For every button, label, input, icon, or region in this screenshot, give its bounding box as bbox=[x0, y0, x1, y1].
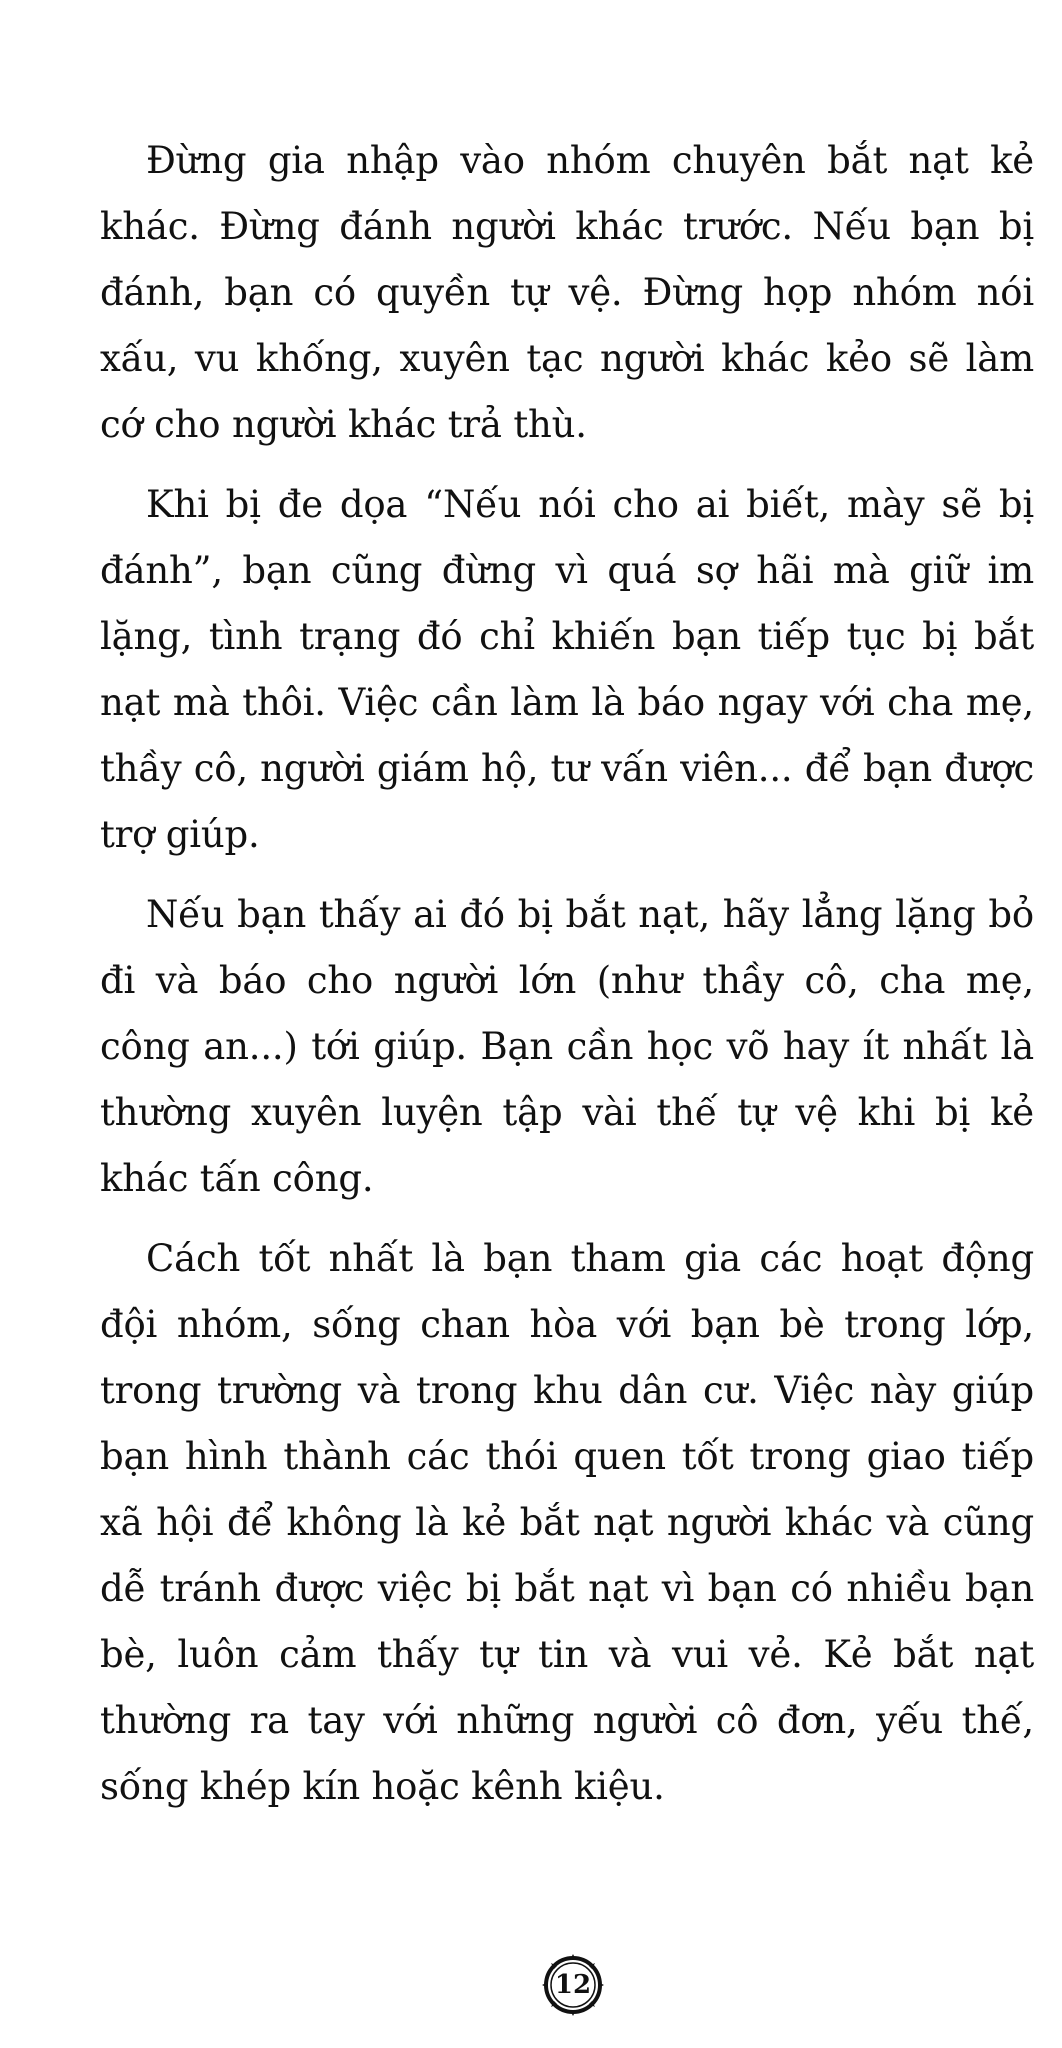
paragraph-4: Cách tốt nhất là bạn tham gia các hoạt động đội nhóm, sống chan hòa với bạn bè trong lớp, trong trường và trong khu dân cư. Việc này giúp bạn hình thành các thói quen tốt trong giao tiếp xã hội để không là kẻ bắt nạt người khác và cũng dễ tránh được việc bị bắt nạt vì bạn có nhiều bạn bè, luôn cảm thấy tự tin và vui vẻ. Kẻ bắt nạt thường ra tay với những người cô đơn, yếu thế, sống khép kín hoặc kênh kiệu. bbox=[100, 1237, 1034, 1808]
paragraph-2: Khi bị đe dọa “Nếu nói cho ai biết, mày sẽ bị đánh”, bạn cũng đừng vì quá sợ hãi mà giữ im lặng, tình trạng đó chỉ khiến bạn tiếp tục bị bắt nạt mà thôi. Việc cần làm là báo ngay với cha mẹ, thầy cô, người giám hộ, tư vấn viên... để bạn được trợ giúp. bbox=[100, 483, 1034, 856]
page-number-badge bbox=[540, 1952, 606, 2018]
paragraph-3: Nếu bạn thấy ai đó bị bắt nạt, hãy lẳng lặng bỏ đi và báo cho người lớn (như thầy cô, cha mẹ, công an...) tới giúp. Bạn cần học võ hay ít nhất là thường xuyên luyện tập vài thế tự vệ khi bị kẻ khác tấn công. bbox=[100, 893, 1034, 1200]
body-text bbox=[100, 128, 1034, 1834]
paragraph-1: Đừng gia nhập vào nhóm chuyên bắt nạt kẻ khác. Đừng đánh người khác trước. Nếu bạn bị đánh, bạn có quyền tự vệ. Đừng họp nhóm nói xấu, vu khống, xuyên tạc người khác kẻo sẽ làm cớ cho người khác trả thù. bbox=[100, 139, 1034, 446]
page-number: 12 bbox=[554, 1970, 592, 2000]
